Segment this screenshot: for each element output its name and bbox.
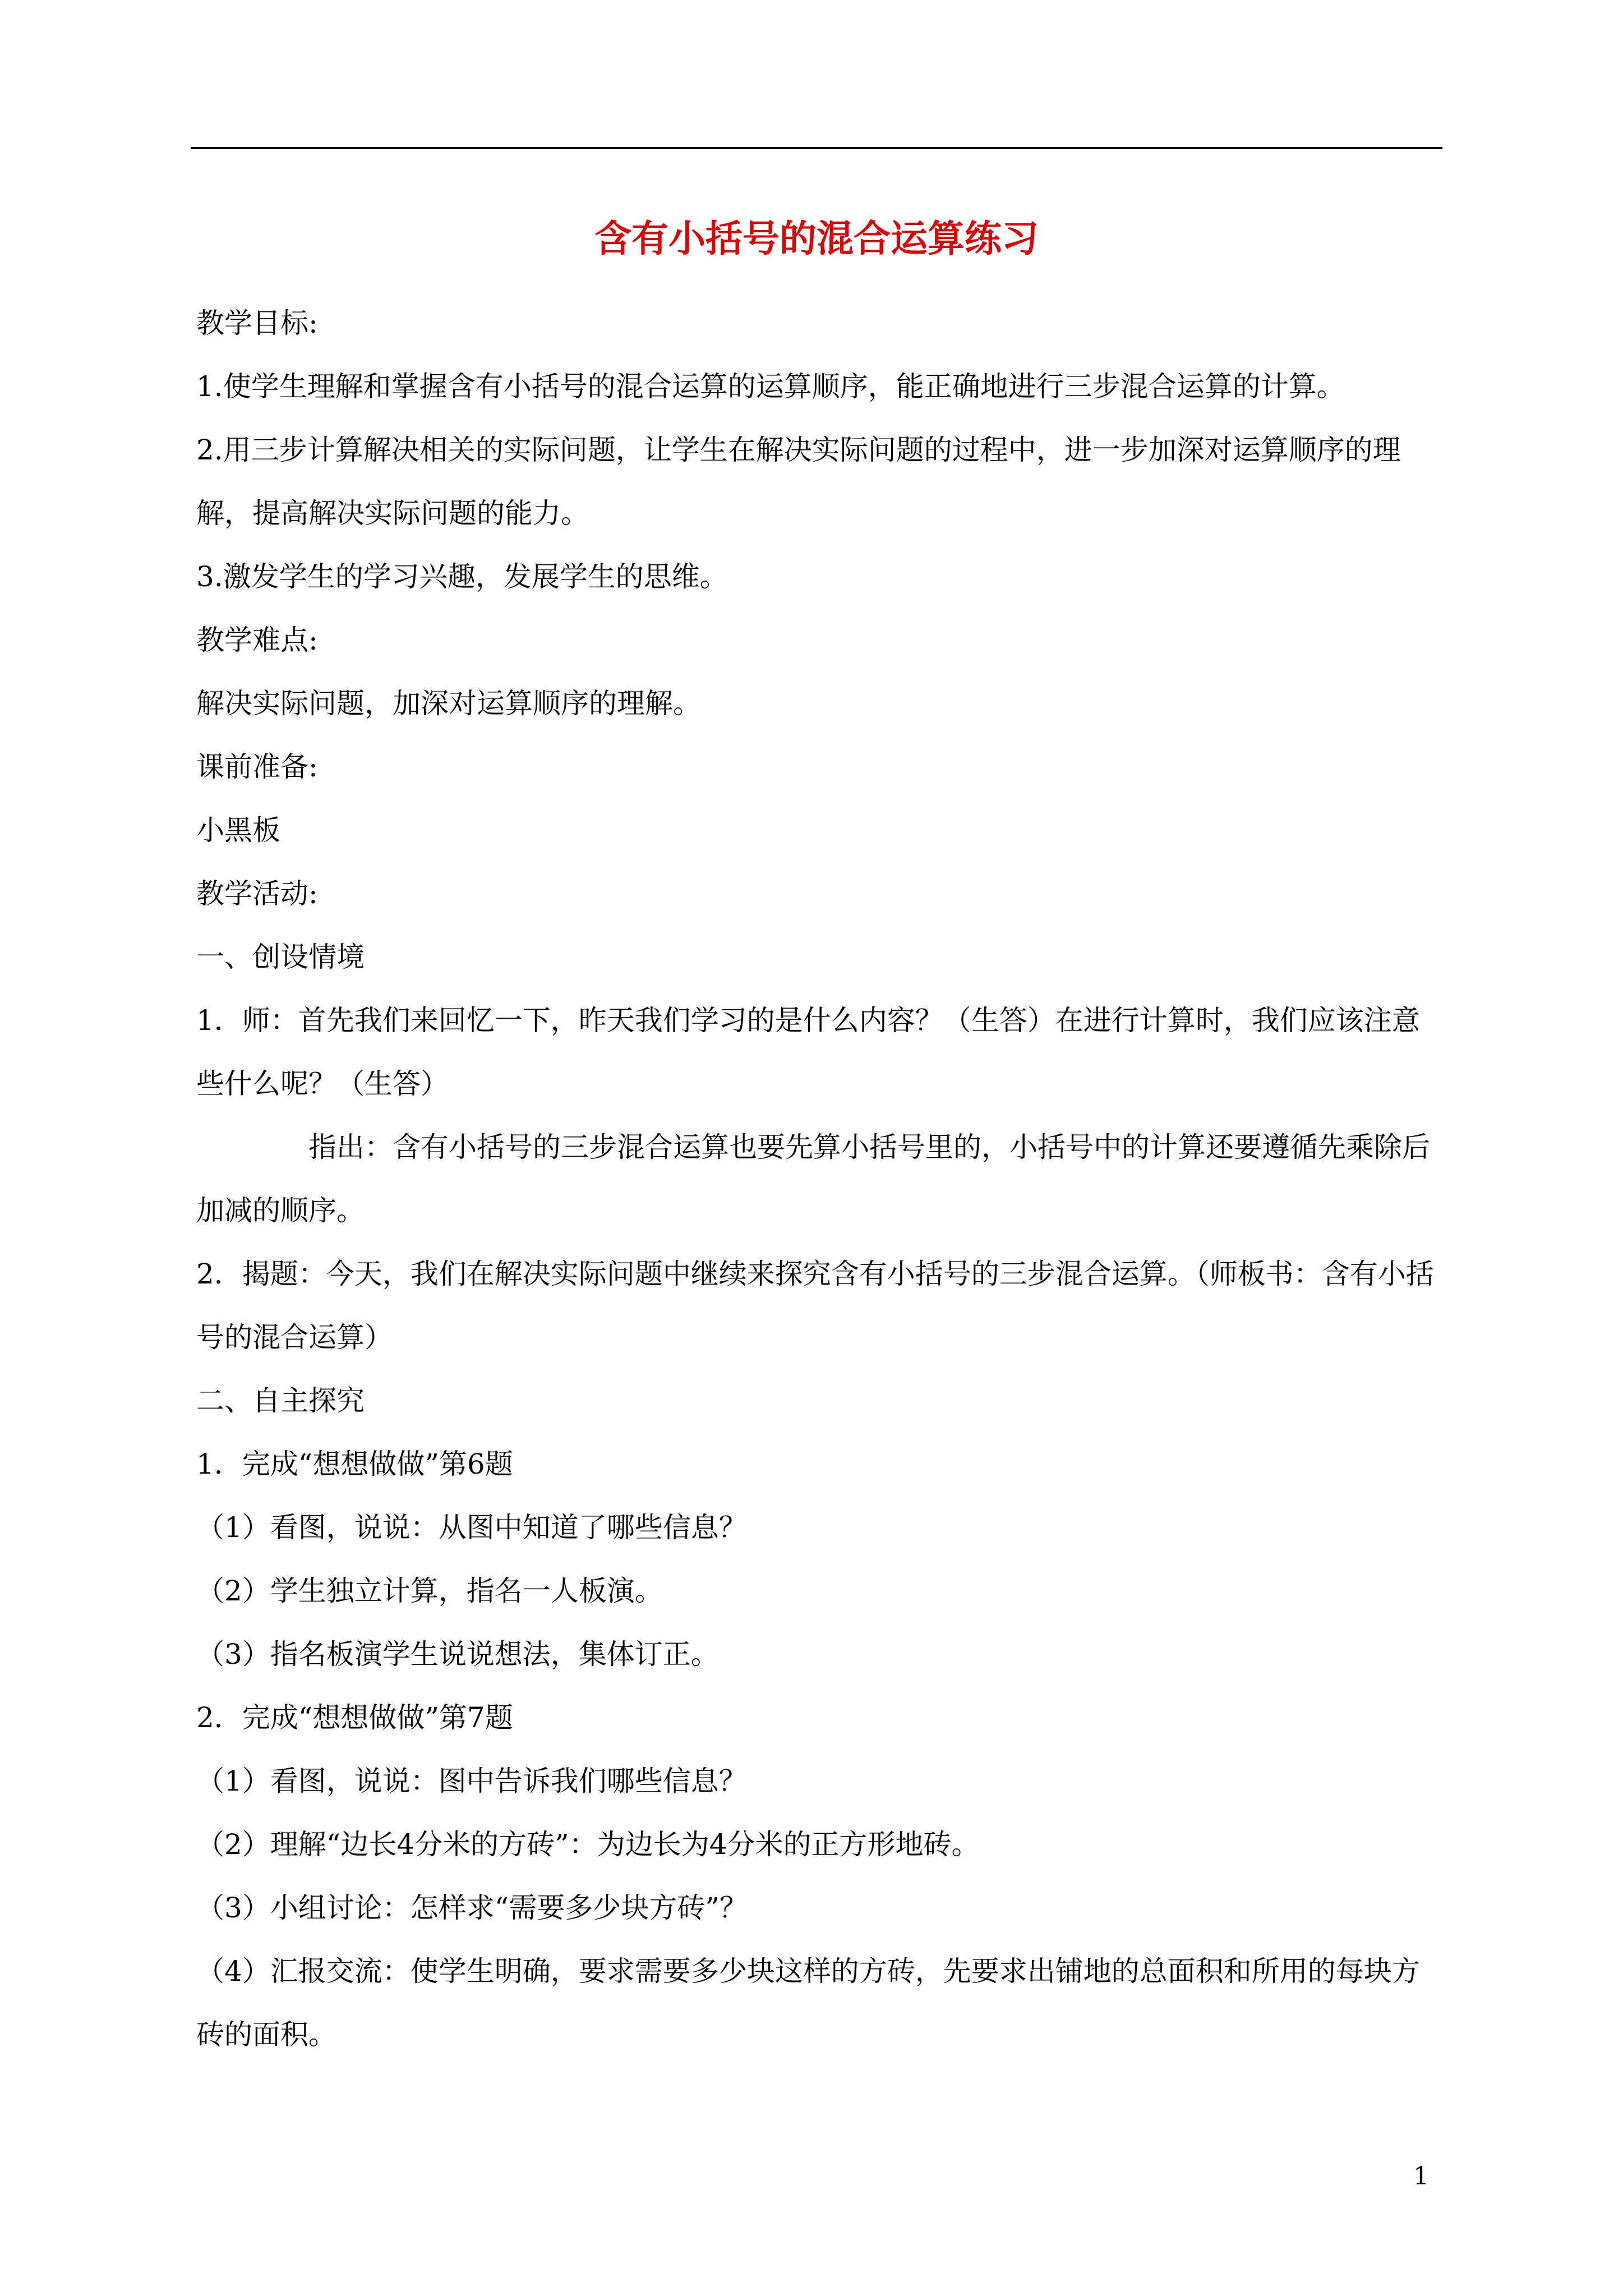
paragraph-section-1-heading: 一、创设情境 [196, 941, 365, 973]
paragraph-exercise-6-step-2: （2）学生独立计算，指名一人板演。 [196, 1575, 663, 1607]
paragraph-section-1-item-1: 1．师：首先我们来回忆一下，昨天我们学习的是什么内容？（生答）在进行计算时，我们应该注意些什么呢？（生答） [196, 1004, 1420, 1100]
paragraph-difficulty: 解决实际问题，加深对运算顺序的理解。 [196, 687, 701, 720]
paragraph-section-1-note: 指出：含有小括号的三步混合运算也要先算小括号里的，小括号中的计算还要遵循先乘除后加减的顺序。 [196, 1131, 1430, 1227]
paragraph-section-1-item-2: 2．揭题：今天，我们在解决实际问题中继续来探究含有小括号的三步混合运算。（师板书：含有小括号的混合运算） [196, 1258, 1434, 1354]
paragraph-exercise-7-step-3: （3）小组讨论：怎样求“需要多少块方砖”？ [196, 1892, 748, 1924]
document-title: 含有小括号的混合运算练习 [594, 217, 1039, 260]
paragraph-exercise-6-heading: 1．完成“想想做做”第6题 [196, 1448, 513, 1480]
paragraph-difficulty-heading: 教学难点: [196, 624, 318, 656]
paragraph-preparation: 小黑板 [196, 814, 280, 846]
header-rule [191, 147, 1442, 149]
paragraph-exercise-7-step-4: （4）汇报交流：使学生明确，要求需要多少块这样的方砖，先要求出铺地的总面积和所用的每块方砖的面积。 [196, 1955, 1420, 2051]
paragraph-objectives-heading: 教学目标: [196, 307, 318, 339]
paragraph-exercise-7-step-1: （1）看图，说说：图中告诉我们哪些信息？ [196, 1765, 747, 1797]
paragraph-objective-2: 2.用三步计算解决相关的实际问题，让学生在解决实际问题的过程中，进一步加深对运算顺序的理解，提高解决实际问题的能力。 [196, 434, 1401, 530]
paragraph-preparation-heading: 课前准备: [196, 751, 318, 783]
paragraph-exercise-7-step-2: （2）理解“边长4分米的方砖”：为边长为4分米的正方形地砖。 [196, 1828, 980, 1861]
paragraph-exercise-6-step-3: （3）指名板演学生说说想法，集体订正。 [196, 1638, 719, 1671]
paragraph-activities-heading: 教学活动: [196, 877, 318, 910]
paragraph-objective-1: 1.使学生理解和掌握含有小括号的混合运算的运算顺序，能正确地进行三步混合运算的计算。 [196, 370, 1345, 403]
page-number: 1 [1413, 2162, 1429, 2191]
paragraph-exercise-6-step-1: （1）看图，说说：从图中知道了哪些信息？ [196, 1511, 747, 1544]
paragraph-objective-3: 3.激发学生的学习兴趣，发展学生的思维。 [196, 560, 728, 593]
paragraph-exercise-7-heading: 2．完成“想想做做”第7题 [196, 1701, 513, 1734]
document-body [196, 292, 1442, 2067]
paragraph-section-2-heading: 二、自主探究 [196, 1384, 365, 1417]
